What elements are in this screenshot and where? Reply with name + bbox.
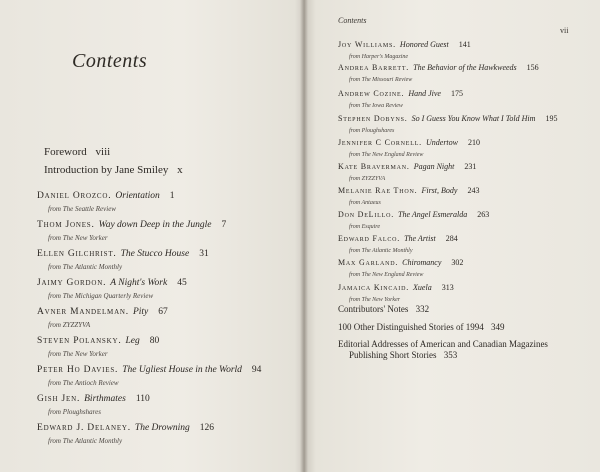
entry-author: Don DeLillo. bbox=[338, 210, 395, 219]
entry-page: 110 bbox=[135, 394, 150, 404]
entry-page: 94 bbox=[251, 365, 262, 375]
entry-author: Gish Jen. bbox=[37, 394, 81, 404]
entry-source: from The Missouri Review bbox=[349, 77, 413, 83]
entry-title: So I Guess You Know What I Told Him bbox=[411, 114, 536, 123]
entry-author: Jamaica Kincaid. bbox=[338, 283, 410, 292]
entry-page: 31 bbox=[199, 249, 209, 259]
toc-entry bbox=[37, 215, 226, 242]
entry-source: from The New England Review bbox=[349, 152, 424, 158]
other-stories-page: 349 bbox=[491, 322, 505, 332]
foreword-page: viii bbox=[95, 146, 111, 158]
foreword-label: Foreword bbox=[44, 146, 87, 158]
entry-title: A Night's Work bbox=[110, 278, 168, 288]
entry-title: The Angel Esmeralda bbox=[398, 210, 468, 219]
entry-author: Andrew Cozine. bbox=[338, 89, 405, 98]
entry-author: Avner Mandelman. bbox=[37, 307, 129, 317]
entry-author: Edward J. Delaney. bbox=[37, 423, 131, 433]
entry-title: Orientation bbox=[115, 191, 160, 201]
entry-source: from The New England Review bbox=[349, 272, 424, 278]
introduction-line bbox=[44, 164, 183, 176]
page-number: vii bbox=[560, 26, 569, 35]
toc-entry bbox=[338, 84, 463, 109]
toc-entry bbox=[338, 253, 463, 278]
entry-author: Steven Polansky. bbox=[37, 336, 122, 346]
entry-author: Thom Jones. bbox=[37, 220, 95, 230]
entry-source: from The Michigan Quarterly Review bbox=[48, 292, 154, 300]
entry-author: Max Garland. bbox=[338, 258, 399, 267]
entry-source: from The Seattle Review bbox=[48, 205, 116, 213]
entry-source: from Antaeus bbox=[349, 200, 381, 206]
toc-entry bbox=[37, 186, 174, 213]
entry-page: 126 bbox=[199, 423, 214, 433]
entry-page: 67 bbox=[158, 307, 168, 317]
entry-title: Pagan Night bbox=[413, 162, 455, 171]
entry-page: 195 bbox=[545, 114, 558, 123]
entry-title: Way down Deep in the Jungle bbox=[98, 220, 212, 230]
addresses-label-1: Editorial Addresses of American and Canadian Magazines bbox=[338, 339, 548, 349]
entry-page: 243 bbox=[467, 186, 480, 195]
entry-source: from The Iowa Review bbox=[349, 103, 403, 109]
entry-author: Stephen Dobyns. bbox=[338, 114, 408, 123]
entry-title: Xuela bbox=[413, 283, 432, 292]
entry-author: Jennifer C Cornell. bbox=[338, 138, 422, 147]
toc-entry bbox=[338, 109, 557, 134]
entry-page: 175 bbox=[450, 89, 463, 98]
entry-title: The Behavior of the Hawkweeds bbox=[413, 63, 517, 72]
page-title: Contents bbox=[72, 50, 148, 72]
entry-title: Hand Jive bbox=[408, 89, 441, 98]
introduction-page: x bbox=[177, 164, 183, 176]
entry-title: The Ugliest House in the World bbox=[122, 365, 242, 375]
toc-entry bbox=[37, 302, 168, 329]
entry-source: from Ploughshares bbox=[349, 128, 395, 134]
introduction-label: Introduction by Jane Smiley bbox=[44, 164, 169, 176]
addresses-page: 353 bbox=[443, 350, 458, 361]
entry-page: 156 bbox=[526, 63, 539, 72]
entry-page: 7 bbox=[221, 220, 227, 230]
toc-entry bbox=[338, 157, 476, 182]
entry-author: Andrea Barrett. bbox=[338, 63, 410, 72]
entry-author: Ellen Gilchrist. bbox=[37, 249, 117, 259]
entry-page: 263 bbox=[477, 210, 490, 219]
entry-author: Daniel Orozco. bbox=[37, 191, 112, 201]
toc-entry bbox=[37, 389, 150, 416]
entry-title: Leg bbox=[125, 336, 140, 346]
toc-entry bbox=[37, 360, 261, 387]
entry-title: Birthmates bbox=[84, 394, 126, 404]
entry-author: Jaimy Gordon. bbox=[37, 278, 107, 288]
entry-page: 80 bbox=[149, 336, 160, 346]
toc-entry bbox=[37, 273, 187, 300]
entry-source: from ZYZZYVA bbox=[48, 321, 91, 329]
entry-page: 284 bbox=[445, 234, 458, 243]
entry-title: The Drowning bbox=[134, 423, 190, 433]
entry-title: The Artist bbox=[404, 234, 436, 243]
toc-entry bbox=[338, 205, 489, 230]
contributors-line bbox=[338, 304, 429, 315]
book-gutter bbox=[300, 0, 308, 472]
entry-author: Melanie Rae Thon. bbox=[338, 186, 418, 195]
addresses-label-2: Publishing Short Stories bbox=[349, 350, 437, 361]
entry-title: Pity bbox=[132, 307, 149, 317]
entry-page: 141 bbox=[458, 40, 471, 49]
entry-source: from Ploughshares bbox=[48, 408, 101, 416]
running-head: Contents bbox=[338, 16, 367, 25]
addresses-line bbox=[338, 339, 548, 362]
toc-entry bbox=[338, 35, 471, 60]
entry-source: from Harper's Magazine bbox=[349, 54, 409, 60]
other-stories-line bbox=[338, 322, 505, 333]
entry-author: Joy Williams. bbox=[338, 40, 396, 49]
entry-source: from ZYZZYVA bbox=[349, 176, 386, 182]
entry-title: First, Body bbox=[421, 186, 458, 195]
other-stories-label: 100 Other Distinguished Stories of 1994 bbox=[338, 322, 484, 332]
toc-entry bbox=[338, 58, 539, 83]
entry-source: from The Atlantic Monthly bbox=[48, 263, 123, 271]
entry-source: from The New Yorker bbox=[48, 234, 108, 242]
toc-entry bbox=[37, 331, 159, 358]
entry-page: 210 bbox=[467, 138, 480, 147]
entry-source: from Esquire bbox=[349, 224, 381, 230]
entry-title: Honored Guest bbox=[399, 40, 449, 49]
toc-entry bbox=[338, 278, 454, 303]
toc-entry bbox=[37, 418, 214, 445]
entry-source: from The Atlantic Monthly bbox=[349, 248, 413, 254]
entry-title: Undertow bbox=[425, 138, 458, 147]
entry-page: 302 bbox=[451, 258, 464, 267]
entry-page: 1 bbox=[169, 191, 175, 201]
entry-author: Kate Braverman. bbox=[338, 162, 410, 171]
entry-page: 313 bbox=[441, 283, 454, 292]
entry-title: The Stucco House bbox=[120, 249, 190, 259]
toc-entry bbox=[37, 244, 209, 271]
toc-entry bbox=[338, 229, 458, 254]
contributors-page: 332 bbox=[415, 304, 430, 314]
entry-page: 231 bbox=[464, 162, 477, 171]
toc-entry bbox=[338, 133, 480, 158]
entry-author: Peter Ho Davies. bbox=[37, 365, 119, 375]
entry-source: from The New Yorker bbox=[349, 297, 401, 303]
entry-source: from The Antioch Review bbox=[48, 379, 119, 387]
contributors-label: Contributors' Notes bbox=[338, 304, 409, 314]
entry-page: 45 bbox=[177, 278, 187, 288]
entry-author: Edward Falco. bbox=[338, 234, 401, 243]
toc-entry bbox=[338, 181, 479, 206]
right-page bbox=[304, 0, 600, 472]
entry-source: from The New Yorker bbox=[48, 350, 108, 358]
entry-source: from The Atlantic Monthly bbox=[48, 437, 123, 445]
foreword-line bbox=[44, 146, 110, 158]
entry-title: Chiromancy bbox=[402, 258, 442, 267]
